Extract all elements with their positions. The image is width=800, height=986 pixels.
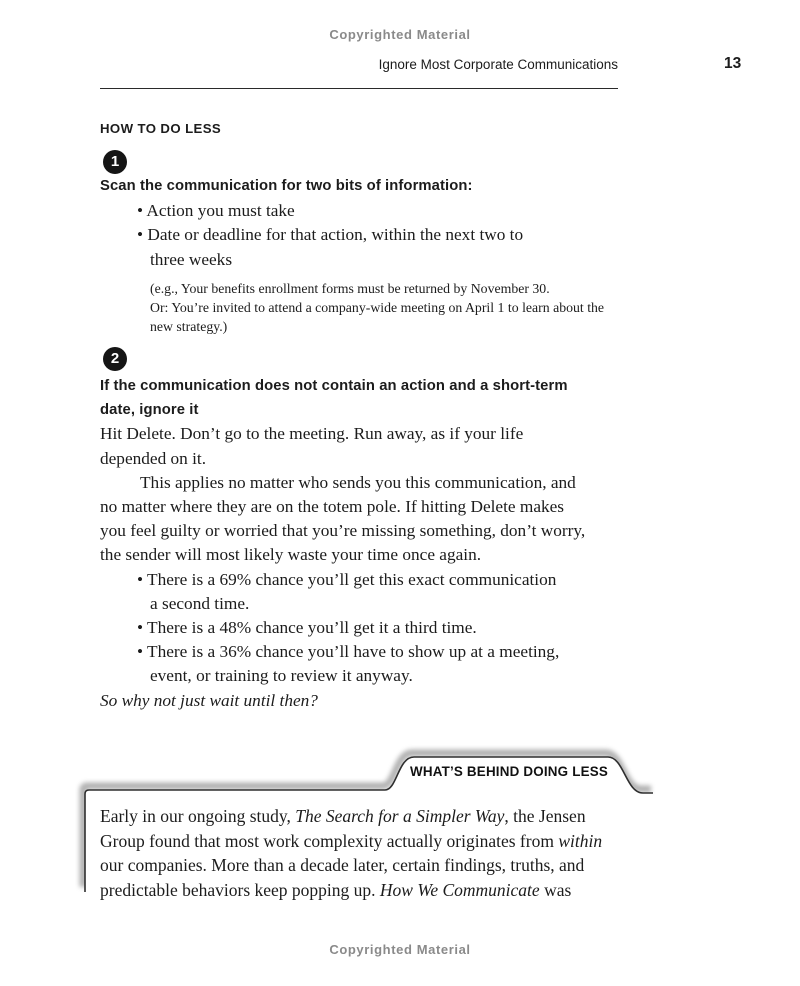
header-rule [100, 88, 618, 89]
text-line: you feel guilty or worried that you’re missing something, don’t worry, [100, 521, 586, 541]
text-line: Scan the communication for two bits of information: [100, 178, 473, 194]
text-line: predictable behaviors keep popping up. How We Communicate was [100, 879, 572, 900]
copyright-bottom-label: Copyrighted Material [329, 942, 471, 957]
text-line: a second time. [150, 593, 250, 613]
text-line: • There is a 69% chance you’ll get this exact communication [137, 569, 557, 589]
text-line: our companies. More than a decade later, certain findings, truths, and [100, 855, 585, 876]
section-heading: HOW TO DO LESS [100, 121, 222, 136]
text-line: depended on it. [100, 448, 207, 468]
text-line: • There is a 48% chance you’ll get it a third time. [137, 618, 477, 638]
step-1-text [100, 174, 523, 272]
text-line: date, ignore it [100, 402, 199, 419]
step-1-badge [103, 150, 127, 174]
step-2-number: 2 [110, 350, 120, 367]
text-line: three weeks [150, 249, 233, 269]
text-line: Or: You’re invited to attend a company-wide meeting on April 1 to learn about the [150, 300, 605, 315]
text-line: This applies no matter who sends you this communication, and [140, 472, 576, 492]
text-line: Early in our ongoing study, The Search for a Simpler Way, the Jensen [100, 806, 586, 826]
step-2-badge [103, 347, 127, 371]
copyright-top-label: Copyrighted Material [329, 27, 471, 42]
step-2-text [100, 374, 585, 713]
text-line: Hit Delete. Don’t go to the meeting. Run away, as if your life [100, 424, 524, 444]
text-line: (e.g., Your benefits enrollment forms must be returned by November 30. [150, 281, 550, 296]
text-line: • Date or deadline for that action, within the next two to [137, 225, 524, 244]
text-line: no matter where they are on the totem pole. If hitting Delete makes [100, 497, 565, 517]
text-line: the sender will most likely waste your time once again. [100, 545, 482, 565]
text-line: If the communication does not contain an action and a short-term [100, 378, 568, 394]
text-line: new strategy.) [150, 319, 228, 334]
callout-paragraph [100, 804, 602, 902]
callout-tab-label: WHAT’S BEHIND DOING LESS [410, 764, 608, 779]
text-line: • Action you must take [137, 200, 295, 220]
text-line: • There is a 36% chance you’ll have to show up at a meeting, [137, 642, 560, 662]
text-line: event, or training to review it anyway. [150, 666, 413, 686]
text-line: So why not just wait until then? [100, 690, 318, 710]
example-note [150, 279, 604, 336]
running-header: Ignore Most Corporate Communications [378, 57, 618, 72]
text-line: Group found that most work complexity actually originates from within [100, 830, 603, 851]
page-number: 13 [724, 55, 742, 72]
step-1-number: 1 [110, 153, 120, 170]
